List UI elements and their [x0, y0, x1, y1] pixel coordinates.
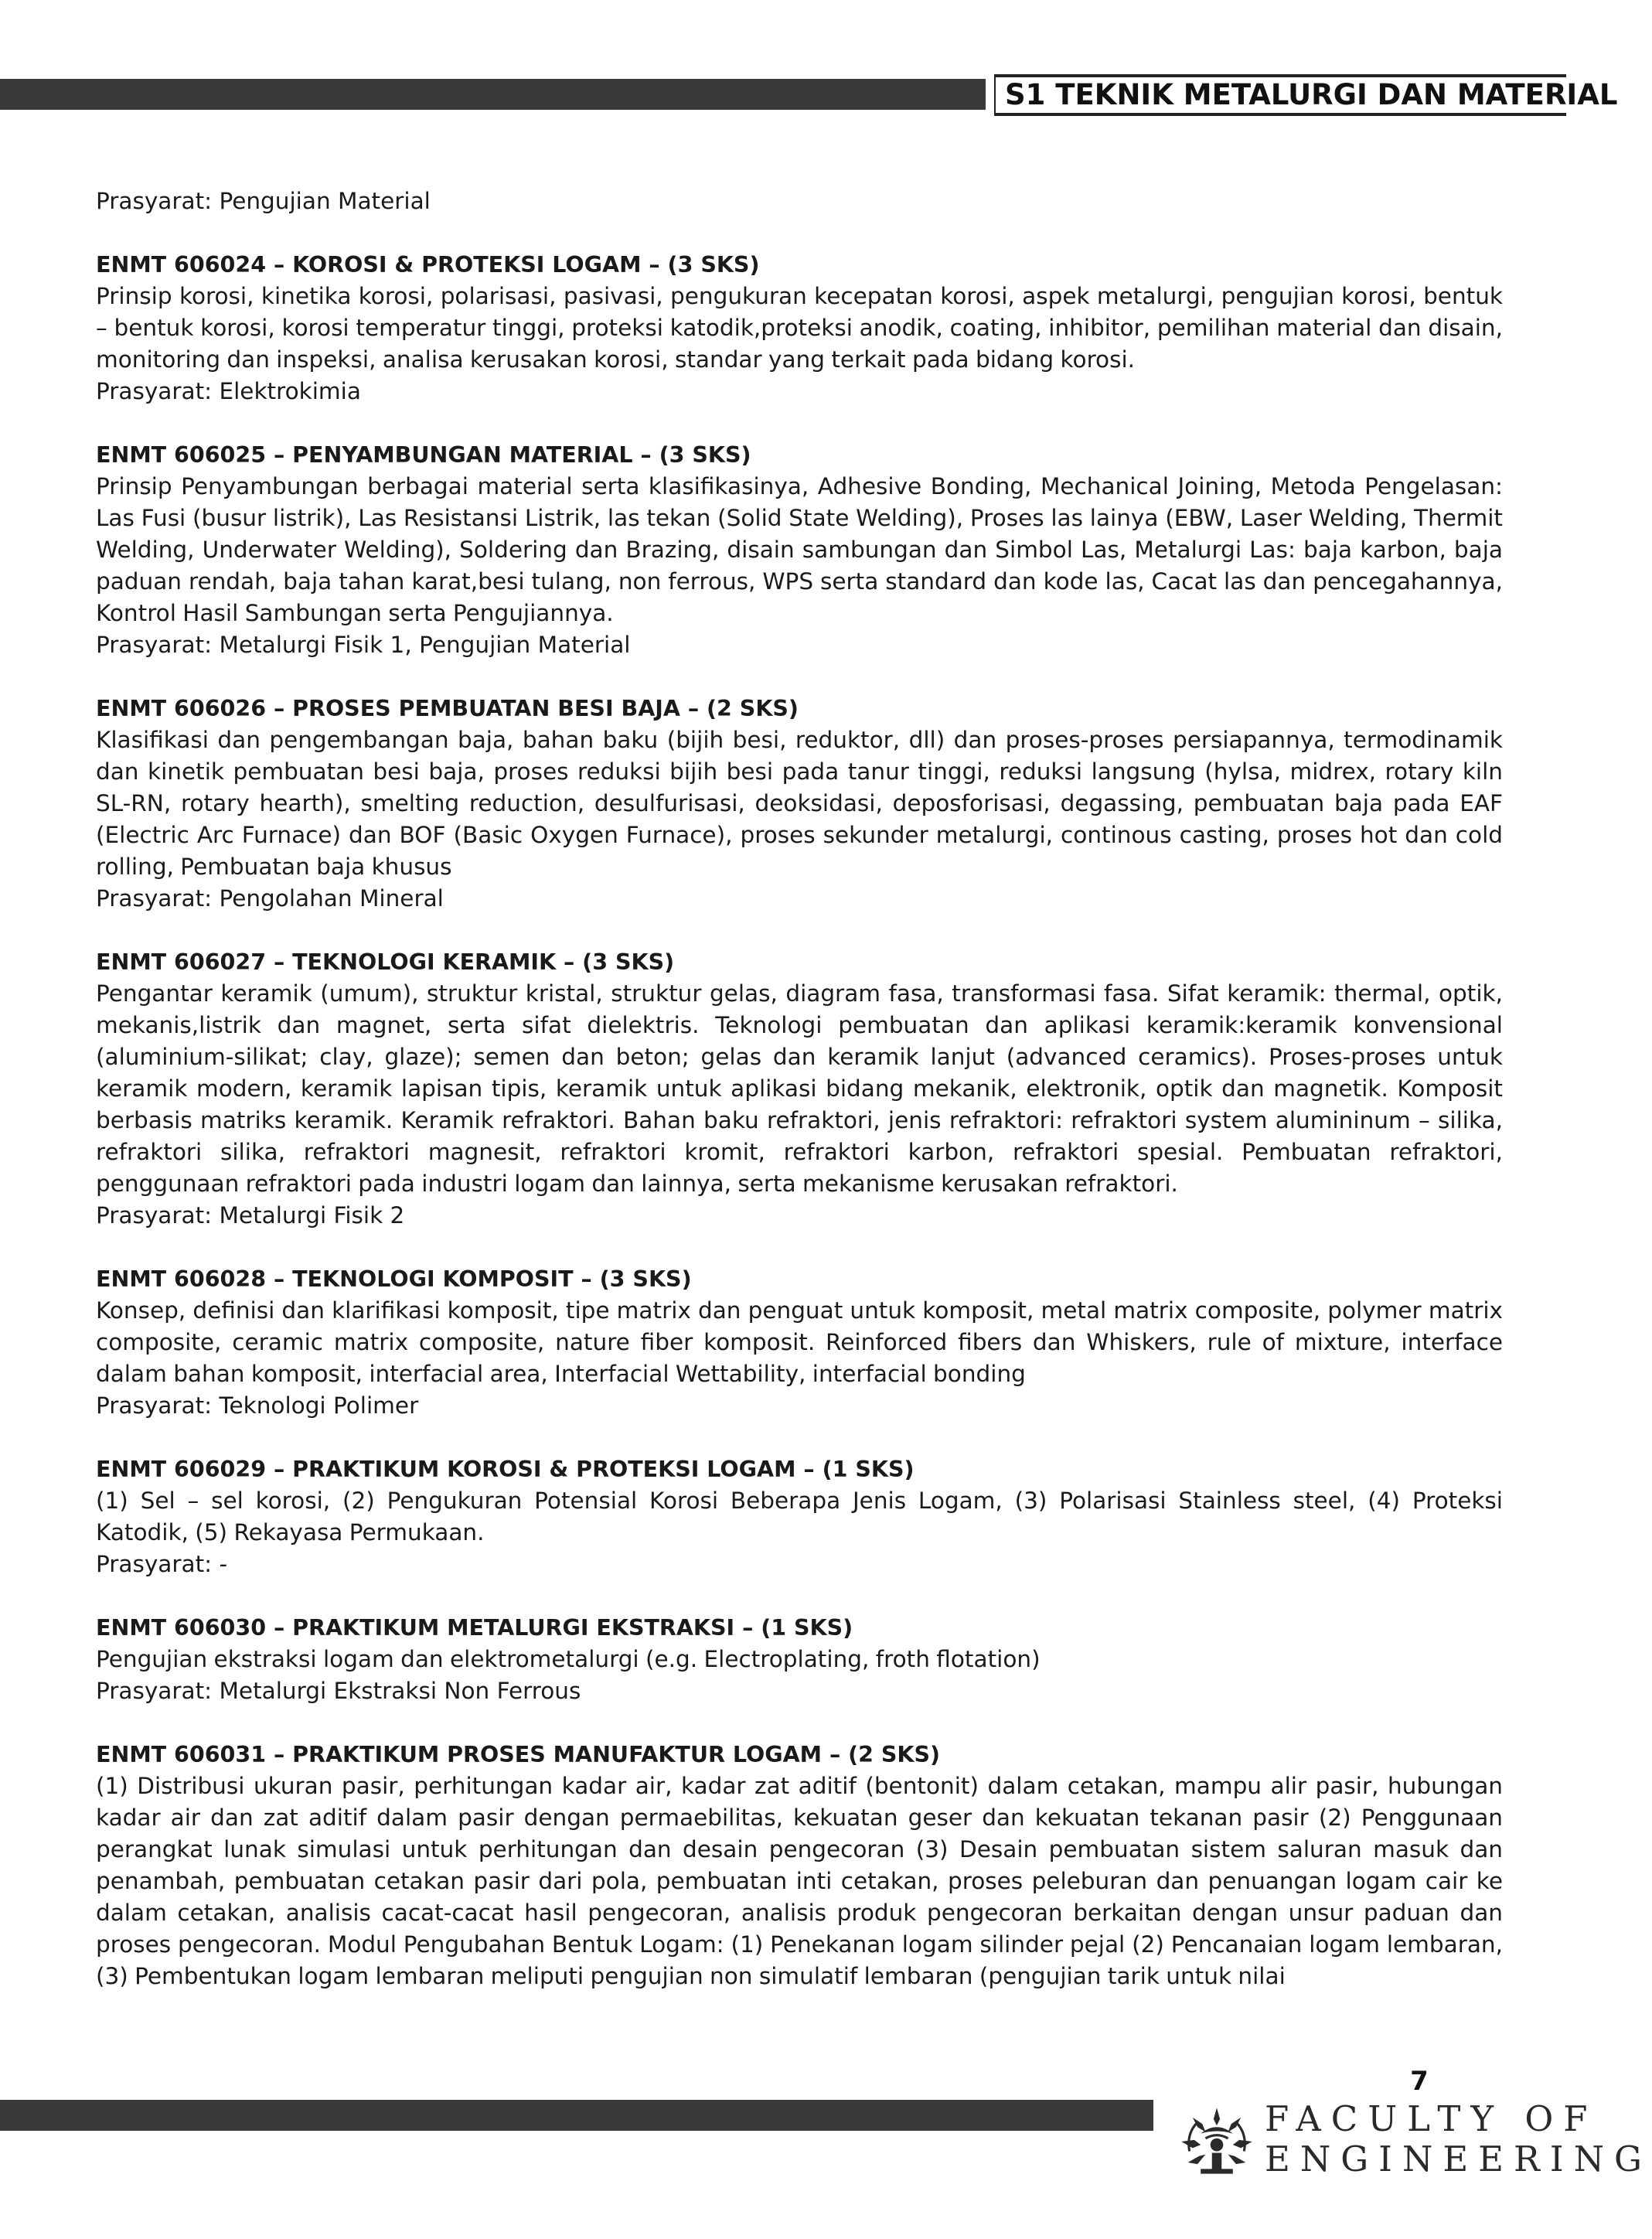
course-entry: [96, 946, 1503, 1232]
course-description: Prinsip Penyambungan berbagai material serta klasifikasinya, Adhesive Bonding, Mechanical Joining, Metoda Pengelasan: Las Fusi (busur listrik), Las Resistansi Listrik, las tekan (Solid State Welding), Proses las lainya (EBW, Laser Welding, Thermit Welding, Underwater Welding), Soldering dan Brazing, disain sambungan dan Simbol Las, Metalurgi Las: baja karbon, baja paduan rendah, baja tahan karat,besi tulang, non ferrous, WPS serta standard dan kode las, Cacat las dan pencegahannya, Kontrol Hasil Sambungan serta Pengujiannya.: [96, 473, 1503, 626]
course-description: Pengantar keramik (umum), struktur kristal, struktur gelas, diagram fasa, transformasi fasa. Sifat keramik: thermal, optik, mekanis,listrik dan magnet, serta sifat dielektris. Teknologi pembuatan dan aplikasi keramik:keramik konvensional (aluminium-silikat; clay, glaze); semen dan beton; gelas dan keramik lanjut (advanced ceramics). Proses-proses untuk keramik modern, keramik lapisan tipis, keramik untuk aplikasi bidang mekanik, elektronik, optik dan magnetik. Komposit berbasis matriks keramik. Keramik refraktori. Bahan baku refraktori, jenis refraktori: refraktori system alumininum – silika, refraktori silika, refraktori magnesit, refraktori kromit, refraktori karbon, refraktori spesial. Pembuatan refraktori, penggunaan refraktori pada industri logam dan lainnya, serta mekanisme kerusakan refraktori.: [96, 980, 1503, 1197]
university-seal-icon: [1177, 2101, 1257, 2182]
intro-prerequisite: Prasyarat: Pengujian Material: [96, 188, 431, 214]
course-prerequisite: Prasyarat: -: [96, 1551, 228, 1577]
course-prerequisite: Prasyarat: Metalurgi Fisik 2: [96, 1202, 405, 1229]
course-title: ENMT 606025 – PENYAMBUNGAN MATERIAL – (3 SKS): [96, 442, 751, 468]
course-title: ENMT 606027 – TEKNOLOGI KERAMIK – (3 SKS): [96, 949, 675, 975]
faculty-name-line1: FACULTY OF: [1265, 2098, 1598, 2139]
course-title: ENMT 606029 – PRAKTIKUM KOROSI & PROTEKSI LOGAM – (1 SKS): [96, 1457, 915, 1482]
course-title: ENMT 606026 – PROSES PEMBUATAN BESI BAJA – (2 SKS): [96, 696, 799, 721]
course-prerequisite: Prasyarat: Pengolahan Mineral: [96, 885, 444, 912]
course-title: ENMT 606031 – PRAKTIKUM PROSES MANUFAKTUR LOGAM – (2 SKS): [96, 1742, 941, 1767]
faculty-name-line2: ENGINEERING: [1265, 2138, 1652, 2179]
course-title: ENMT 606030 – PRAKTIKUM METALURGI EKSTRAKSI – (1 SKS): [96, 1615, 853, 1641]
course-entry: [96, 439, 1503, 661]
course-description: Klasifikasi dan pengembangan baja, bahan baku (bijih besi, reduktor, dll) dan proses-proses persiapannya, termodinamik dan kinetik pembuatan besi baja, proses reduksi bijih besi pada tanur tinggi, reduksi langsung (hylsa, midrex, rotary kiln SL-RN, rotary hearth), smelting reduction, desulfurisasi, deoksidasi, deposforisasi, degassing, pembuatan baja pada EAF (Electric Arc Furnace) dan BOF (Basic Oxygen Furnace), proses sekunder metalurgi, continous casting, proses hot dan cold rolling, Pembuatan baja khusus: [96, 727, 1503, 880]
course-entry: [96, 249, 1503, 407]
course-prerequisite: Prasyarat: Metalurgi Ekstraksi Non Ferrous: [96, 1678, 581, 1704]
footer-band: [0, 2100, 1153, 2131]
course-entry: [96, 1612, 1503, 1707]
course-description: (1) Sel – sel korosi, (2) Pengukuran Potensial Korosi Beberapa Jenis Logam, (3) Polarisasi Stainless steel, (4) Proteksi Katodik, (5) Rekayasa Permukaan.: [96, 1488, 1503, 1545]
header-band: [0, 79, 986, 110]
course-description: Konsep, definisi dan klarifikasi komposit, tipe matrix dan penguat untuk komposit, metal matrix composite, polymer matrix composite, ceramic matrix composite, nature fiber komposit. Reinforced fibers dan Whiskers, rule of mixture, interface dalam bahan komposit, interfacial area, Interfacial Wettability, interfacial bonding: [96, 1297, 1503, 1387]
course-entry: [96, 693, 1503, 915]
course-description: (1) Distribusi ukuran pasir, perhitungan kadar air, kadar zat aditif (bentonit) dalam cetakan, mampu alir pasir, hubungan kadar air dan zat aditif dalam pasir dengan permaebilitas, kekuatan geser dan kekuatan tekanan pasir (2) Penggunaan perangkat lunak simulasi untuk perhitungan dan desain pengecoran (3) Desain pembuatan sistem saluran masuk dan penambah, pembuatan cetakan pasir dari pola, pembuatan inti cetakan, proses peleburan dan penuangan logam cair ke dalam cetakan, analisis cacat-cacat hasil pengecoran, analisis produk pengecoran berkaitan dengan unsur paduan dan proses pengecoran. Modul Pengubahan Bentuk Logam: (1) Penekanan logam silinder pejal (2) Pencanaian logam lembaran, (3) Pembentukan logam lembaran meliputi pengujian non simulatif lembaran (pengujian tarik untuk nilai: [96, 1773, 1503, 1989]
course-entry: [96, 1453, 1503, 1580]
program-title: S1 TEKNIK METALURGI DAN MATERIAL: [1005, 78, 1618, 111]
course-prerequisite: Prasyarat: Teknologi Polimer: [96, 1392, 419, 1419]
course-description: Prinsip korosi, kinetika korosi, polarisasi, pasivasi, pengukuran kecepatan korosi, aspek metalurgi, pengujian korosi, bentuk – bentuk korosi, korosi temperatur tinggi, proteksi katodik,proteksi anodik, coating, inhibitor, pemilihan material dan disain, monitoring dan inspeksi, analisa kerusakan korosi, standar yang terkait pada bidang korosi.: [96, 283, 1503, 373]
course-title: ENMT 606028 – TEKNOLOGI KOMPOSIT – (3 SKS): [96, 1266, 692, 1292]
course-description: Pengujian ekstraksi logam dan elektrometalurgi (e.g. Electroplating, froth flotation): [96, 1646, 1041, 1672]
course-prerequisite: Prasyarat: Elektrokimia: [96, 378, 361, 404]
course-entry: [96, 1739, 1503, 1992]
page-number: 7: [1410, 2066, 1429, 2097]
course-title: ENMT 606024 – KOROSI & PROTEKSI LOGAM – (3 SKS): [96, 252, 760, 278]
course-prerequisite: Prasyarat: Metalurgi Fisik 1, Pengujian Material: [96, 632, 631, 658]
course-entry: [96, 1263, 1503, 1422]
course-descriptions: [96, 186, 1503, 2024]
